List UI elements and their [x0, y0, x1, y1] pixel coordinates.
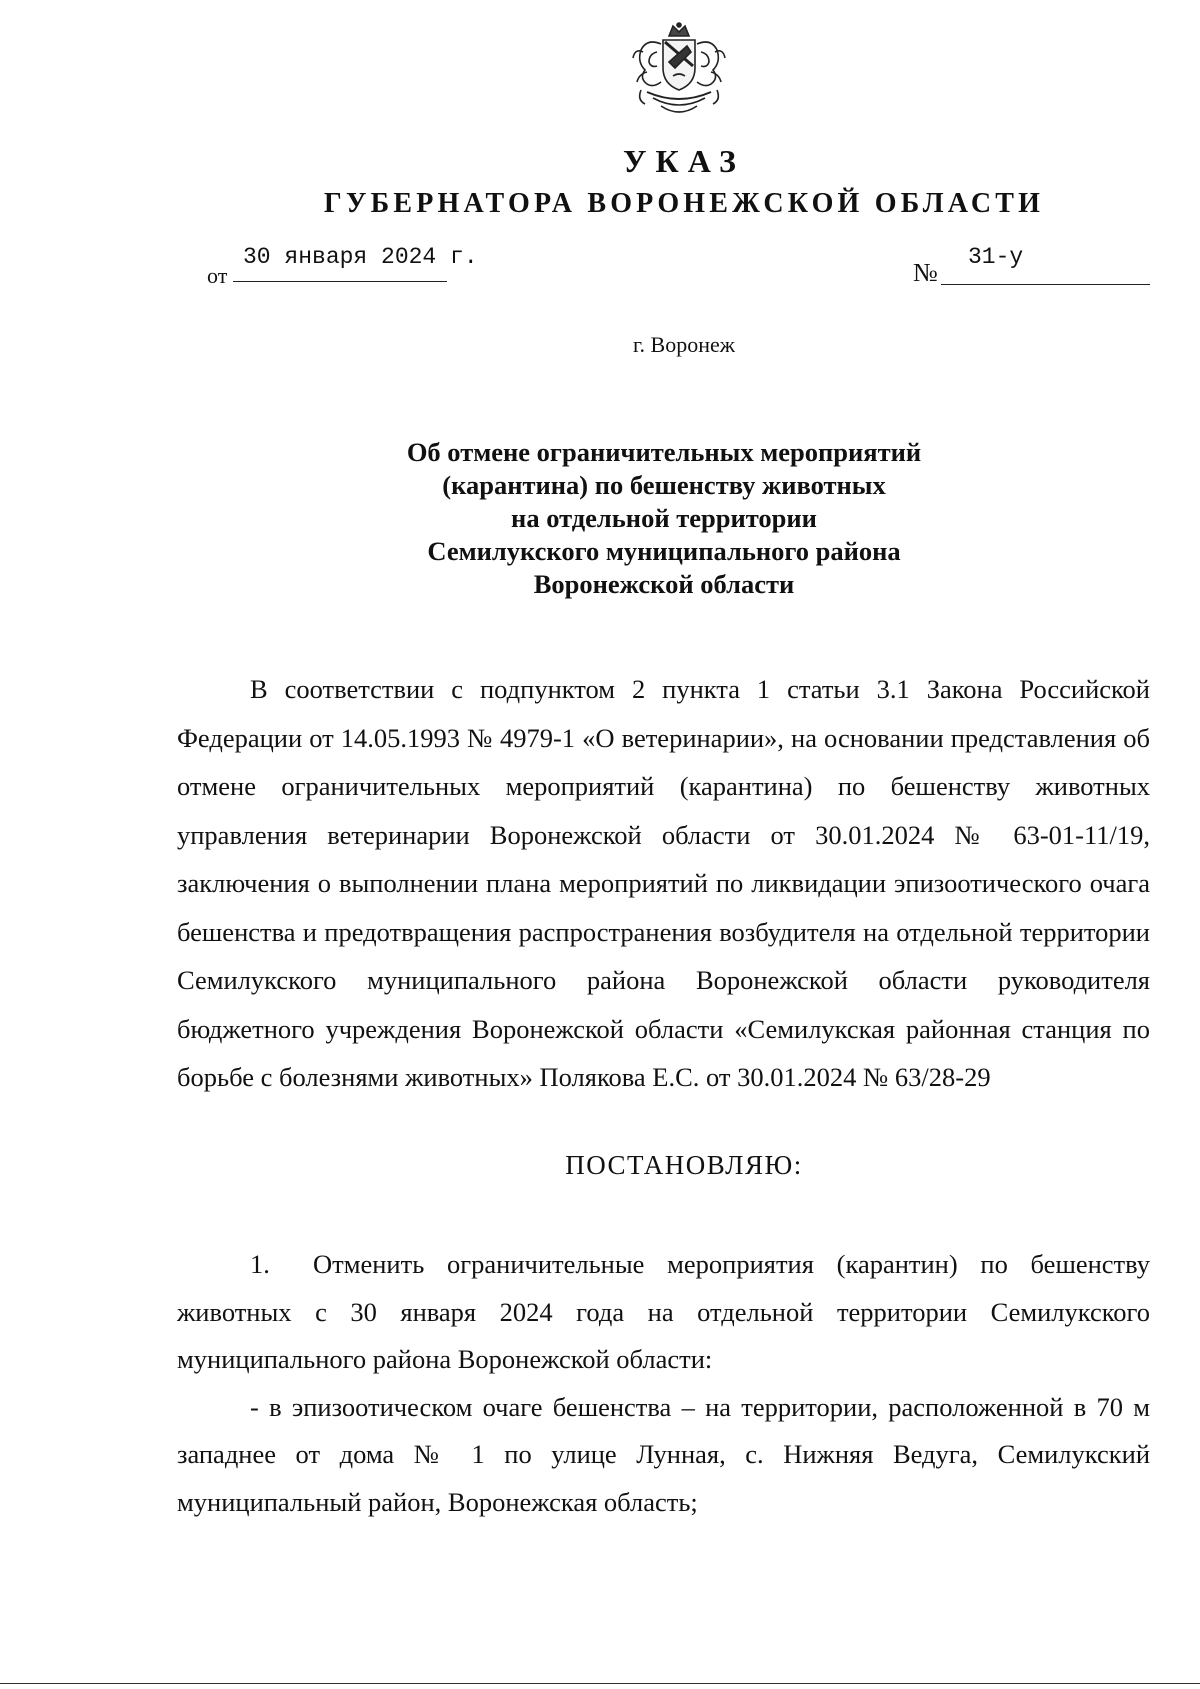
subject-line: на отдельной территории	[511, 503, 817, 533]
document-title: УКАЗ	[623, 143, 745, 179]
preamble-paragraph: В соответствии с подпунктом 2 пункта 1 статьи 3.1 Закона Российской Федерации от 14.05.1993 № 4979-1 «О ветеринарии», на основании представления об отмене ограничительных мероприятий (карантина) по бешенству животных управления ветеринарии Воронежской области от 30.01.2024 № 63-01-11/19, заключения о выполнении плана мероприятий по ликвидации эпизоотического очага бешенства и предотвращения распространения возбудителя на отдельной территории Семилукского муниципального района Воронежской области руководителя бюджетного учреждения Воронежской области «Семилукская районная станция по борьбе с болезнями животных» Полякова Е.С. от 30.01.2024 № 63/28-29	[177, 674, 1150, 1092]
issuer-title: ГУБЕРНАТОРА ВОРОНЕЖСКОЙ ОБЛАСТИ	[323, 188, 1045, 219]
subject-heading	[300, 436, 1028, 601]
voronezh-coat-of-arms-emblem	[627, 22, 731, 122]
preamble-block	[177, 665, 1150, 1102]
date-value: 30 января 2024 г.	[243, 244, 478, 270]
subject-line: Об отмене ограничительных мероприятий	[406, 437, 922, 467]
subject-line: Воронежской области	[533, 569, 795, 599]
item-1-paragraph	[177, 1241, 1150, 1384]
page-bottom-rule	[0, 1683, 1200, 1684]
city-line: г. Воронеж	[633, 332, 735, 357]
number-underline	[941, 284, 1150, 285]
number-value: 31-у	[968, 244, 1024, 270]
date-label: от	[207, 263, 228, 288]
subject-line: Семилукского муниципального района	[427, 536, 901, 566]
item-1-number: 1.	[250, 1249, 270, 1279]
item-1-subitem: - в эпизоотическом очаге бешенства – на территории, расположенной в 70 м западнее от дома № 1 по улице Лунная, с. Нижняя Ведуга, Семилукский муниципальный район, Воронежская область;	[177, 1391, 1150, 1517]
number-label: №	[913, 258, 938, 287]
subject-line: (карантина) по бешенству животных	[442, 470, 886, 500]
decree-word: ПОСТАНОВЛЯЮ:	[565, 1150, 803, 1180]
item-1-text: Отменить ограничительные мероприятия (карантин) по бешенству животных с 30 января 2024 года на отдельной территории Семилукского муниципального района Воронежской области:	[177, 1249, 1150, 1374]
decree-items	[177, 1241, 1150, 1526]
date-underline	[233, 281, 447, 282]
